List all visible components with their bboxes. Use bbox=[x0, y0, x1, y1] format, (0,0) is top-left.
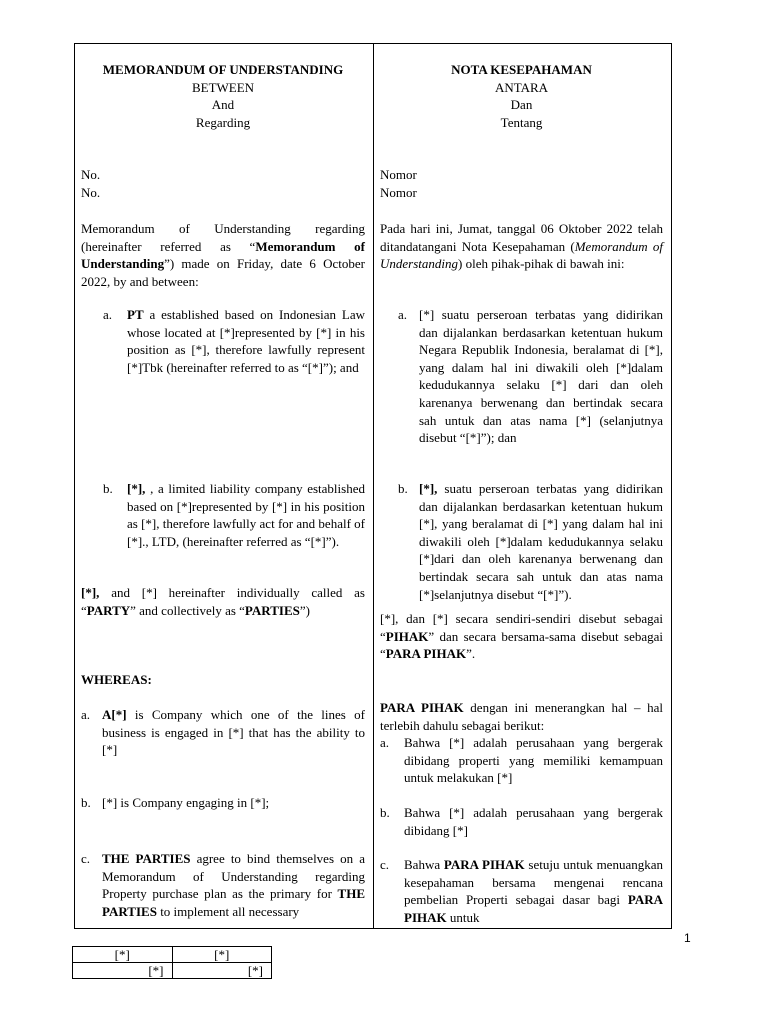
whereas-item-b: b. [*] is Company engaging in [*]; bbox=[81, 795, 270, 810]
parties-definition: [*], dan [*] secara sendiri-sendiri disebut sebagai “PIHAK” dan secara bersama-sama disebut sebagai “PARA PIHAK”. bbox=[380, 611, 663, 662]
page-number: 1 bbox=[684, 931, 691, 945]
whereas-heading: WHEREAS: bbox=[81, 672, 152, 687]
whereas-item-c: c. Bahwa PARA PIHAK setuju untuk menuangkan kesepahaman bersama mengenai rencana pembelian Properti sebagai dasar bagi PARA PIHAK untuk bbox=[380, 857, 663, 925]
number-block bbox=[380, 166, 663, 201]
and-label: Dan bbox=[510, 97, 533, 113]
intro-paragraph: Memorandum of Understanding regarding (hereinafter referred as “Memorandum of Understanding”) made on Friday, date 6 October 2022, by and between: bbox=[81, 221, 365, 289]
title: NOTA KESEPAHAMAN bbox=[451, 62, 592, 77]
regarding-label: Tentang bbox=[500, 114, 543, 130]
title: MEMORANDUM OF UNDERSTANDING bbox=[102, 62, 344, 77]
regarding-label: Regarding bbox=[195, 114, 251, 130]
whereas-item-c: c. THE PARTIES agree to bind themselves on a Memorandum of Understanding regarding Property purchase plan as the primary for THE PARTIES to implement all necessary bbox=[81, 851, 365, 919]
party-item-a: a. PT a established based on Indonesian Law whose located at [*]represented by [*] in his position as [*], therefore lawfully represent [*]Tbk (hereinafter referred to as “[*]”); and bbox=[103, 307, 365, 375]
number-block bbox=[81, 166, 365, 201]
whereas-item-a: a. A[*] is Company which one of the lines of business is engaged in [*] that has the ability to [*] bbox=[81, 707, 365, 758]
english-column bbox=[75, 44, 373, 928]
number-label: No. bbox=[81, 184, 101, 200]
and-label: And bbox=[211, 97, 235, 113]
mou-heading bbox=[81, 61, 365, 131]
table-row bbox=[73, 963, 272, 979]
signature-cell: [*] bbox=[172, 947, 272, 963]
intro-paragraph: Pada hari ini, Jumat, tanggal 06 Oktober 2022 telah ditandatangani Nota Kesepahaman (Memorandum of Understanding) oleh pihak-pihak di bawah ini: bbox=[380, 221, 663, 272]
party-item-b: b. [*], suatu perseroan terbatas yang didirikan dan dijalankan berdasarkan ketentuan hukum [*], yang beralamat di [*] yang dalam hal ini diwakili oleh [*]dalam kedudukannya selaku [*]dari dan oleh karenanya berwenang dan bertindak secara sah untuk dan atas nama [*]selanjutnya disebut “[*]”). bbox=[398, 481, 663, 602]
whereas-item-b: b. Bahwa [*] adalah perusahaan yang bergerak dibidang [*] bbox=[380, 805, 663, 838]
party-item-b: b. [*], , a limited liability company established based on [*]represented by [*] in his position as [*], therefore lawfully act for and behalf of [*]., LTD, (hereinafter referred as “[*]”). bbox=[103, 481, 365, 549]
number-label: No. bbox=[81, 167, 101, 182]
signature-cell: [*] bbox=[73, 947, 173, 963]
between-label: ANTARA bbox=[494, 79, 549, 95]
document-table bbox=[74, 43, 672, 929]
nota-heading bbox=[380, 61, 663, 131]
indonesian-column bbox=[374, 44, 671, 928]
whereas-intro: PARA PIHAK dengan ini menerangkan hal – hal terlebih dahulu sebagai berikut: bbox=[380, 700, 663, 733]
between-label: BETWEEN bbox=[191, 79, 255, 95]
signature-table bbox=[72, 946, 272, 979]
parties-definition: [*], and [*] hereinafter individually called as “PARTY” and collectively as “PARTIES”) bbox=[81, 585, 365, 618]
signature-cell: [*] bbox=[172, 963, 272, 979]
party-item-a: a. [*] suatu perseroan terbatas yang didirikan dan dijalankan berdasarkan ketentuan hukum Negara Republik Indonesia, beralamat di [*], yang dalam hal ini diwakili oleh [*]dalam kedudukannya selaku [*] dari dan oleh karenanya berwenang dan bertindak secara sah untuk dan atas nama [*] (selanjutnya disebut “[*]”); dan bbox=[398, 307, 663, 446]
signature-cell: [*] bbox=[73, 963, 173, 979]
whereas-item-a: a. Bahwa [*] adalah perusahaan yang bergerak dibidang properti yang memiliki kemampuan untuk melakukan [*] bbox=[380, 735, 663, 786]
number-label: Nomor bbox=[380, 167, 417, 182]
table-row bbox=[73, 947, 272, 963]
number-label: Nomor bbox=[380, 184, 417, 200]
